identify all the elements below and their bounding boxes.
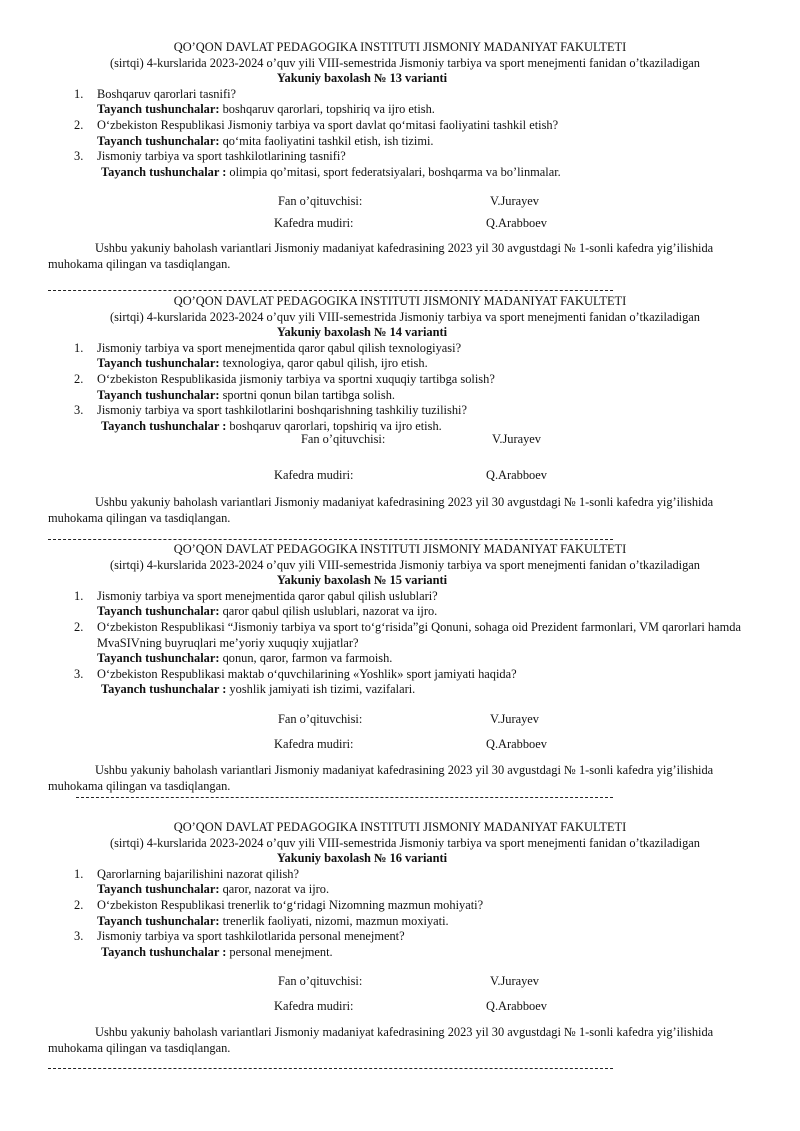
question-list (0, 589, 800, 698)
teacher-signature (0, 974, 800, 996)
question-item: 2. O‘zbekiston Respublikasi “Jismoniy tarbiya va sport to‘g‘risida”gi Qonuni, sohaga oid Prezident farmonlari, VM qarorlari hamda MvaSIVning buyruqlari me’yoriy xuquqiy xujjatlar? Tayanch tushunchalar: qonun, qaror, farmon va farmoish. (74, 619, 741, 666)
institute-header: QO’QON DAVLAT PEDAGOGIKA INSTITUTI JISMONIY MADANIYAT FAKULTETI (173, 294, 627, 308)
key-concepts-text: qaror, nazorat va ijro. (219, 882, 330, 897)
question-text: Jismoniy tarbiya va sport menejmentida qaror qabul qilish texnologiyasi? (97, 340, 462, 355)
question-text: Jismoniy tarbiya va sport tashkilotlarida personal menejment? (97, 929, 405, 944)
key-concepts-label: Tayanch tushunchalar: (97, 356, 220, 371)
key-concepts-label: Tayanch tushunchalar: (97, 882, 220, 897)
approval-note: Ushbu yakuniy baholash variantlari Jismoniy madaniyat kafedrasining 2023 yil 30 avgustdagi № 1-sonli kafedra yig’ilishida muhokama qilingan va tasdiqlangan. (48, 762, 714, 793)
question-text: Jismoniy tarbiya va sport tashkilotlarini boshqarishning tashkiliy tuzilishi? (97, 403, 467, 418)
variant-14 (0, 294, 800, 527)
approval-note: Ushbu yakuniy baholash variantlari Jismoniy madaniyat kafedrasining 2023 yil 30 avgustdagi № 1-sonli kafedra yig’ilishida muhokama qilingan va tasdiqlangan. (48, 241, 714, 271)
key-concepts-label: Tayanch tushunchalar : (101, 164, 227, 179)
key-concepts-text: qo‘mita faoliyatini tashkil etish, ish tizimi. (219, 133, 434, 148)
question-list (0, 867, 800, 961)
teacher-label: Fan o’qituvchisi: (278, 974, 363, 989)
head-name: Q.Arabboev (486, 999, 547, 1014)
question-text: Jismoniy tarbiya va sport tashkilotlarining tasnifi? (97, 149, 346, 164)
head-name: Q.Arabboev (486, 736, 547, 751)
key-concepts-text: qonun, qaror, farmon va farmoish. (219, 651, 393, 666)
section-divider (48, 539, 613, 540)
teacher-signature (0, 194, 800, 216)
head-signature (0, 737, 800, 759)
key-concepts-text: sportni qonun bilan tartibga solish. (219, 387, 395, 402)
institute-header: QO’QON DAVLAT PEDAGOGIKA INSTITUTI JISMONIY MADANIYAT FAKULTETI (173, 820, 627, 834)
question-text: O‘zbekiston Respublikasi “Jismoniy tarbiya va sport to‘g‘risida”gi Qonuni, sohaga oid Prezident farmonlari, VM qarorlari hamda MvaSIVning buyruqlari me’yoriy xuquqiy xujjatlar? (97, 619, 741, 650)
question-item: 3. Jismoniy tarbiya va sport tashkilotlarining tasnifi? Tayanch tushunchalar : olimpia qo’mitasi, sport federatsiyalari, boshqarma va bo’linmalar. (74, 149, 561, 179)
question-list (0, 87, 800, 181)
head-signature (0, 999, 800, 1021)
key-concepts-label: Tayanch tushunchalar: (97, 913, 220, 928)
teacher-name: V.Jurayev (490, 194, 539, 209)
question-text: Boshqaruv qarorlari tasnifi? (97, 86, 237, 101)
head-signature (0, 468, 800, 490)
question-text: Qarorlarning bajarilishini nazorat qilish? (97, 866, 299, 881)
question-text: O‘zbekiston Respublikasida jismoniy tarbiya va sportni xuquqiy tartibga solish? (97, 371, 495, 386)
question-text: O‘zbekiston Respublikasi Jismoniy tarbiya va sport davlat qo‘mitasi faoliyatini tashkil etish? (97, 117, 559, 132)
key-concepts-label: Tayanch tushunchalar: (97, 604, 220, 619)
approval-note: Ushbu yakuniy baholash variantlari Jismoniy madaniyat kafedrasining 2023 yil 30 avgustdagi № 1-sonli kafedra yig’ilishida muhokama qilingan va tasdiqlangan. (48, 495, 714, 525)
key-concepts-text: qaror qabul qilish uslublari, nazorat va ijro. (219, 604, 438, 619)
question-item: 1. Qarorlarning bajarilishini nazorat qilish? Tayanch tushunchalar: qaror, nazorat va ijro. (74, 866, 330, 897)
teacher-label: Fan o’qituvchisi: (278, 194, 363, 209)
course-subtitle: (sirtqi) 4-kurslarida 2023-2024 o’quv yili VIII-semestrida Jismoniy tarbiya va sport menejmenti fanidan o’tkaziladigan (109, 309, 701, 324)
key-concepts-label: Tayanch tushunchalar : (101, 944, 227, 959)
teacher-signature (0, 432, 800, 454)
question-item: 1. Jismoniy tarbiya va sport menejmentida qaror qabul qilish texnologiyasi? Tayanch tushunchalar: texnologiya, qaror qabul qilish, ijro etish. (74, 340, 462, 371)
variant-title: Yakuniy baxolash № 13 varianti (276, 71, 448, 86)
teacher-label: Fan o’qituvchisi: (301, 432, 386, 447)
approval-note: Ushbu yakuniy baholash variantlari Jismoniy madaniyat kafedrasining 2023 yil 30 avgustdagi № 1-sonli kafedra yig’ilishida muhokama qilingan va tasdiqlangan. (48, 1025, 714, 1055)
teacher-signature (0, 712, 800, 734)
teacher-name: V.Jurayev (490, 974, 539, 989)
variant-title: Yakuniy baxolash № 15 varianti (276, 573, 448, 588)
question-list (0, 341, 800, 435)
section-divider (48, 290, 613, 291)
section-divider (76, 797, 613, 798)
question-item: 1. Jismoniy tarbiya va sport menejmentida qaror qabul qilish uslublari? Tayanch tushunchalar: qaror qabul qilish uslublari, nazorat va ijro. (74, 588, 438, 619)
key-concepts-label: Tayanch tushunchalar : (101, 682, 227, 697)
head-label: Kafedra mudiri: (274, 468, 354, 483)
teacher-label: Fan o’qituvchisi: (278, 711, 363, 726)
key-concepts-label: Tayanch tushunchalar: (97, 651, 220, 666)
institute-header: QO’QON DAVLAT PEDAGOGIKA INSTITUTI JISMONIY MADANIYAT FAKULTETI (173, 542, 627, 556)
question-text: O‘zbekiston Respublikasi maktab o‘quvchilarining «Yoshlik» sport jamiyati haqida? (97, 666, 517, 681)
question-item: 2. O‘zbekiston Respublikasi trenerlik to‘g‘ridagi Nizomning mazmun mohiyati? Tayanch tushunchalar: trenerlik faoliyati, nizomi, mazmun moxiyati. (74, 897, 484, 928)
head-name: Q.Arabboev (486, 468, 547, 483)
question-item: 3. Jismoniy tarbiya va sport tashkilotlarini boshqarishning tashkiliy tuzilishi? Tayanch tushunchalar : boshqaruv qarorlari, topshiriq va ijro etish. (74, 403, 467, 433)
key-concepts-text: boshqaruv qarorlari, topshiriq va ijro etish. (226, 418, 442, 433)
head-name: Q.Arabboev (486, 216, 547, 231)
course-subtitle: (sirtqi) 4-kurslarida 2023-2024 o’quv yili VIII-semestrida Jismoniy tarbiya va sport menejmenti fanidan o’tkaziladigan (109, 835, 701, 850)
head-signature (0, 216, 800, 238)
variant-title: Yakuniy baxolash № 16 varianti (276, 851, 448, 866)
question-text: Jismoniy tarbiya va sport menejmentida qaror qabul qilish uslublari? (97, 588, 438, 603)
key-concepts-label: Tayanch tushunchalar: (97, 102, 220, 117)
question-item: 3. Jismoniy tarbiya va sport tashkilotlarida personal menejment? Tayanch tushunchalar : personal menejment. (74, 929, 405, 959)
key-concepts-label: Tayanch tushunchalar: (97, 133, 220, 148)
teacher-name: V.Jurayev (490, 711, 539, 726)
key-concepts-text: texnologiya, qaror qabul qilish, ijro etish. (219, 356, 428, 371)
question-item: 2. O‘zbekiston Respublikasida jismoniy tarbiya va sportni xuquqiy tartibga solish? Tayanch tushunchalar: sportni qonun bilan tartibga solish. (74, 371, 495, 402)
key-concepts-text: yoshlik jamiyati ish tizimi, vazifalari. (226, 682, 416, 697)
question-item: 3. O‘zbekiston Respublikasi maktab o‘quvchilarining «Yoshlik» sport jamiyati haqida? Tayanch tushunchalar : yoshlik jamiyati ish tizimi, vazifalari. (74, 666, 517, 697)
key-concepts-text: personal menejment. (226, 944, 333, 959)
course-subtitle: (sirtqi) 4-kurslarida 2023-2024 o’quv yili VIII-semestrida Jismoniy tarbiya va sport menejmenti fanidan o’tkaziladigan (109, 557, 701, 572)
institute-header: QO’QON DAVLAT PEDAGOGIKA INSTITUTI JISMONIY MADANIYAT FAKULTETI (173, 40, 627, 54)
question-item: 1. Boshqaruv qarorlari tasnifi? Tayanch tushunchalar: boshqaruv qarorlari, topshiriq va ijro etish. (74, 86, 435, 117)
key-concepts-label: Tayanch tushunchalar: (97, 387, 220, 402)
variant-13 (0, 40, 800, 273)
head-label: Kafedra mudiri: (274, 736, 354, 751)
key-concepts-text: olimpia qo’mitasi, sport federatsiyalari, boshqarma va bo’linmalar. (226, 164, 561, 179)
question-text: O‘zbekiston Respublikasi trenerlik to‘g‘ridagi Nizomning mazmun mohiyati? (97, 897, 484, 912)
key-concepts-text: boshqaruv qarorlari, topshiriq va ijro etish. (219, 102, 435, 117)
head-label: Kafedra mudiri: (274, 216, 354, 231)
variant-15 (0, 542, 800, 794)
section-divider (48, 1068, 613, 1069)
question-item: 2. O‘zbekiston Respublikasi Jismoniy tarbiya va sport davlat qo‘mitasi faoliyatini tashkil etish? Tayanch tushunchalar: qo‘mita faoliyatini tashkil etish, ish tizimi. (74, 117, 559, 148)
head-label: Kafedra mudiri: (274, 999, 354, 1014)
variant-title: Yakuniy baxolash № 14 varianti (276, 325, 448, 340)
teacher-name: V.Jurayev (492, 432, 541, 447)
key-concepts-label: Tayanch tushunchalar : (101, 418, 227, 433)
variant-16 (0, 820, 800, 1057)
course-subtitle: (sirtqi) 4-kurslarida 2023-2024 o’quv yili VIII-semestrida Jismoniy tarbiya va sport menejmenti fanidan o’tkaziladigan (109, 55, 701, 70)
key-concepts-text: trenerlik faoliyati, nizomi, mazmun moxiyati. (219, 913, 449, 928)
